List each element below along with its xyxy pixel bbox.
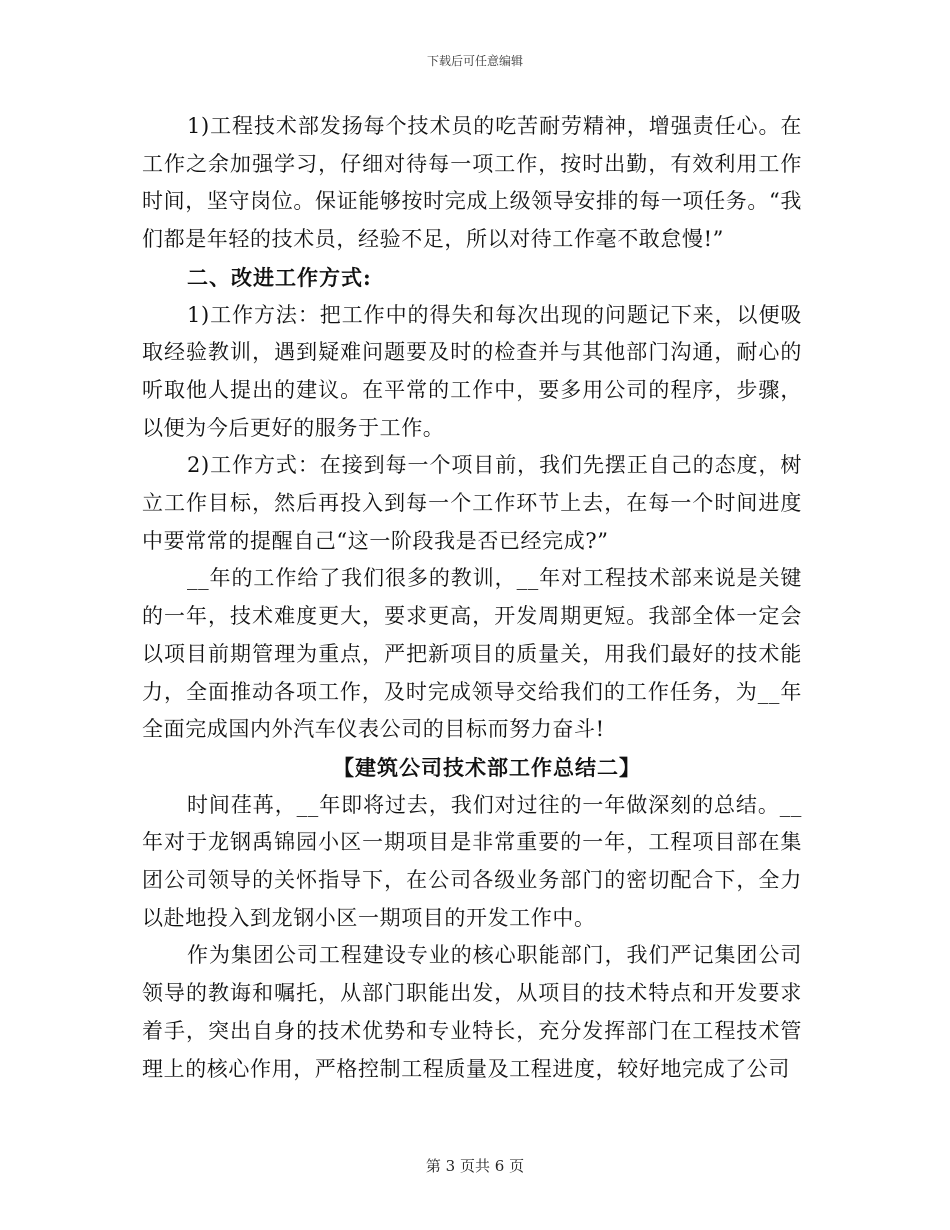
section-heading-improve-work: 二、改进工作方式:: [187, 264, 372, 290]
paragraph-1: 1)工程技术部发扬每个技术员的吃苦耐劳精神，增强责任心。在工作之余加强学习，仔细对待每一项工作，按时出勤，有效利用工作时间，坚守岗位。保证能够按时完成上级领导安排的每一项任务。“我们都是年轻的技术员，经验不足，所以对待工作毫不敢怠慢!”: [142, 114, 802, 252]
header-note: 下载后可任意编辑: [426, 54, 523, 68]
paragraph-year-outlook: __年的工作给了我们很多的教训，__年对工程技术部来说是关键的一年，技术难度更大，要求更高，开发周期更短。我部全体一定会以项目前期管理为重点，严把新项目的质量关，用我们最好的技术能力，全面推动各项工作，及时完成领导交给我们的工作任务，为__年全面完成国内外汽车仪表公司的目标而努力奋斗!: [142, 566, 802, 742]
paragraph-work-style: 2)工作方式：在接到每一个项目前，我们先摆正自己的态度，树立工作目标，然后再投入到每一个工作环节上去，在每一个时间进度中要常常的提醒自己“这一阶段我是否已经完成?”: [142, 453, 802, 553]
paragraph-time-passes: 时间荏苒，__年即将过去，我们对过往的一年做深刻的总结。__年对于龙钢禹锦园小区一期项目是非常重要的一年，工程项目部在集团公司领导的关怀指导下，在公司各级业务部门的密切配合下，全力以赴地投入到龙钢小区一期项目的开发工作中。: [142, 792, 802, 930]
summary-two-title: 【建筑公司技术部工作总结二】: [333, 754, 641, 780]
paragraph-core-department: 作为集团公司工程建设专业的核心职能部门，我们严记集团公司领导的教诲和嘱托，从部门职能出发，从项目的技术特点和开发要求着手，突出自身的技术优势和专业特长，充分发挥部门在工程技术管理上的核心作用，严格控制工程质量及工程进度，较好地完成了公司: [142, 943, 802, 1081]
paragraph-work-method: 1)工作方法：把工作中的得失和每次出现的问题记下来，以便吸取经验教训，遇到疑难问题要及时的检查并与其他部门沟通，耐心的听取他人提出的建议。在平常的工作中，要多用公司的程序，步骤，以便为今后更好的服务于工作。: [142, 302, 802, 440]
document-body: [142, 108, 802, 1088]
page-number: 第 3 页共 6 页: [425, 1157, 525, 1175]
